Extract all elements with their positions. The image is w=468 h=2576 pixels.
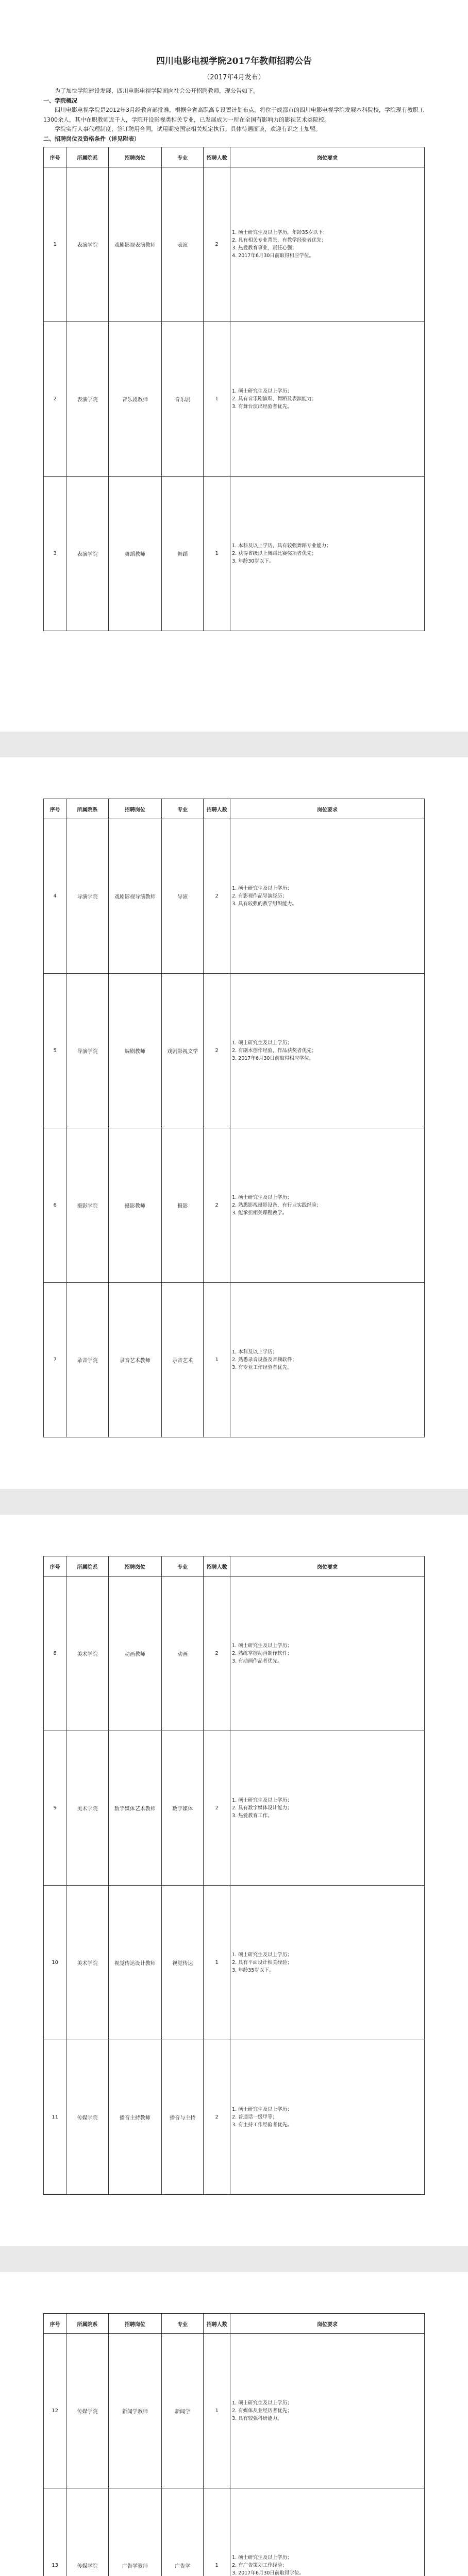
requirement-line: 1. 硕士研究生及以上学历，年龄35岁以下；: [232, 230, 328, 235]
cell-post: 戏剧影视导演教师: [108, 819, 161, 974]
cell-no: 5: [44, 974, 66, 1128]
table-header-row: [44, 2314, 425, 2334]
cell-no: 2: [44, 322, 66, 477]
table-header-cell: 招聘人数: [204, 1556, 230, 1577]
table-header-cell: 序号: [44, 799, 66, 819]
requirement-line: 4. 2017年6月30日前取得相应学位。: [232, 253, 314, 259]
cell-requirements: [230, 1731, 425, 1886]
cell-requirements: [230, 1577, 425, 1731]
requirement-line: 2. 有媒体从业经历者优先；: [232, 2408, 292, 2414]
cell-major: 音乐剧: [162, 322, 204, 477]
requirement-line: 2. 普通话一级甲等；: [232, 2114, 278, 2120]
cell-count: 1: [204, 2488, 230, 2576]
cell-post: 摄影教师: [108, 1128, 161, 1283]
cell-count: 2: [204, 819, 230, 974]
cell-requirements: [230, 2488, 425, 2576]
recruit-table-2: [43, 799, 425, 1437]
requirement-line: 2. 获得省级以上舞蹈比赛奖项者优先；: [232, 550, 317, 556]
cell-count: 1: [204, 322, 230, 477]
cell-post: 编剧教师: [108, 974, 161, 1128]
requirement-line: 3. 2017年6月30日前取得学位。: [232, 2570, 304, 2576]
cell-count: 1: [204, 2334, 230, 2488]
table-header-cell: 岗位要求: [230, 2314, 425, 2334]
table-header-cell: 所属院系: [66, 2314, 108, 2334]
intro-p3: 学院实行人事代理制度，签订聘用合同，试用期按国家相关规定执行。具体待遇面谈，欢迎有识之士加盟。: [55, 126, 321, 132]
cell-post: 录音艺术教师: [108, 1283, 161, 1437]
requirement-line: 1. 硕士研究生及以上学历；: [232, 388, 292, 394]
cell-no: 8: [44, 1577, 66, 1731]
requirement-line: 1. 硕士研究生及以上学历；: [232, 1040, 292, 1046]
cell-count: 2: [204, 1577, 230, 1731]
intro-p1: 为了加快学院建设发展，四川电影电视学院面向社会公开招聘教师，现公告如下。: [55, 88, 259, 94]
cell-requirements: [230, 819, 425, 974]
table-header-cell: 专业: [162, 799, 204, 819]
requirement-line: 3. 有舞台演出经验者优先。: [232, 403, 292, 410]
requirement-line: 2. 熟练掌握动画制作软件；: [232, 1650, 292, 1656]
table-row: [44, 2040, 425, 2195]
cell-count: 2: [204, 1731, 230, 1886]
cell-post: 数字媒体艺术教师: [108, 1731, 161, 1886]
requirement-line: 1. 硕士研究生及以上学历；: [232, 2106, 292, 2112]
cell-no: 7: [44, 1283, 66, 1437]
cell-requirements: [230, 322, 425, 477]
requirement-line: 3. 热爱教育事业，责任心强；: [232, 245, 297, 251]
requirement-line: 3. 能承担相关课程教学。: [232, 1210, 288, 1216]
cell-major: 录音艺术: [162, 1283, 204, 1437]
requirement-line: 3. 具有较强的教学组织能力。: [232, 901, 297, 907]
cell-dept: 美术学院: [66, 1731, 108, 1886]
cell-requirements: [230, 167, 425, 322]
requirement-line: 3. 热爱教育工作。: [232, 1812, 273, 1819]
cell-dept: 美术学院: [66, 1577, 108, 1731]
cell-dept: 美术学院: [66, 1886, 108, 2040]
table-header-cell: 专业: [162, 2314, 204, 2334]
cell-post: 新闻学教师: [108, 2334, 161, 2488]
recruit-table-1: [43, 147, 425, 631]
intro: [43, 87, 425, 144]
requirement-line: 1. 硕士研究生及以上学历；: [232, 2400, 292, 2406]
requirement-line: 1. 硕士研究生及以上学历；: [232, 1194, 292, 1200]
cell-major: 戏剧影视文学: [162, 974, 204, 1128]
table-header-cell: 招聘岗位: [108, 1556, 161, 1577]
cell-requirements: [230, 1128, 425, 1283]
cell-requirements: [230, 2334, 425, 2488]
requirement-line: 2. 具有相关专业背景，有教学经验者优先；: [232, 238, 327, 243]
table-header-cell: 专业: [162, 1556, 204, 1577]
cell-no: 3: [44, 477, 66, 631]
table-row: [44, 1577, 425, 1731]
requirement-line: 3. 有主持工作经验者优先。: [232, 2122, 292, 2128]
requirement-line: 3. 具有较强科研能力。: [232, 2415, 282, 2421]
requirement-line: 1. 硕士研究生及以上学历；: [232, 1797, 292, 1803]
cell-requirements: [230, 1283, 425, 1437]
table-header-cell: 序号: [44, 2314, 66, 2334]
table-header-cell: 招聘岗位: [108, 799, 161, 819]
table-row: [44, 1128, 425, 1283]
requirement-line: 3. 年龄30岁以下。: [232, 558, 274, 564]
cell-dept: 表演学院: [66, 477, 108, 631]
table-header-cell: 招聘岗位: [108, 2314, 161, 2334]
table-row: [44, 1886, 425, 2040]
cell-major: 视觉传达: [162, 1886, 204, 2040]
table-header-cell: 所属院系: [66, 1556, 108, 1577]
cell-major: 播音与主持: [162, 2040, 204, 2195]
cell-no: 11: [44, 2040, 66, 2195]
cell-dept: 传媒学院: [66, 2488, 108, 2576]
table-header-cell: 序号: [44, 1556, 66, 1577]
requirement-line: 3. 有动画作品者优先。: [232, 1658, 282, 1664]
page-subtitle: （2017年4月发布）: [203, 74, 265, 81]
cell-no: 9: [44, 1731, 66, 1886]
page-2: [0, 757, 468, 1489]
cell-no: 1: [44, 167, 66, 322]
table-row: [44, 1283, 425, 1437]
requirement-line: 2. 有剧本创作经验，作品获奖者优先；: [232, 1047, 317, 1054]
table-header-cell: 所属院系: [66, 799, 108, 819]
cell-no: 12: [44, 2334, 66, 2488]
table-header-row: [44, 1556, 425, 1577]
requirement-line: 3. 有专业工作经验者优先。: [232, 1364, 292, 1370]
requirement-line: 1. 本科及以上学历，具有较强舞蹈专业能力；: [232, 543, 331, 549]
requirement-line: 2. 具有数字媒体设计能力；: [232, 1805, 292, 1811]
table-row: [44, 2334, 425, 2488]
requirement-line: 2. 熟悉影视摄影设备，有行业实践经验；: [232, 1202, 322, 1208]
requirement-line: 2. 具有平面设计相关经验；: [232, 1959, 292, 1965]
cell-count: 2: [204, 2040, 230, 2195]
requirement-line: 1. 硕士研究生及以上学历；: [232, 2554, 292, 2561]
page-3: [0, 1515, 468, 2246]
table-row: [44, 477, 425, 631]
page-1: [0, 0, 468, 732]
cell-dept: 导演学院: [66, 974, 108, 1128]
cell-dept: 表演学院: [66, 167, 108, 322]
requirement-line: 2. 有影视作品导演经历；: [232, 893, 288, 899]
cell-major: 动画: [162, 1577, 204, 1731]
requirement-line: 1. 硕士研究生及以上学历；: [232, 1952, 292, 1958]
cell-major: 数字媒体: [162, 1731, 204, 1886]
cell-no: 6: [44, 1128, 66, 1283]
cell-post: 音乐剧教师: [108, 322, 161, 477]
cell-major: 摄影: [162, 1128, 204, 1283]
cell-major: 导演: [162, 819, 204, 974]
intro-p2: 四川电影电视学院是2012年3月经教育部批准，根据全省高职高专设置计划布点，将位于成都市的四川电影电视学院发展本科院校，学院现有教职工1300余人，其中在职教师近千人，学院开设影视类相关专业，已发展成为一所在全国有影响力的影视艺术类院校。: [43, 107, 424, 123]
requirement-line: 3. 2017年6月30日前取得相应学位。: [232, 1055, 314, 1061]
cell-dept: 导演学院: [66, 819, 108, 974]
table-header-cell: 所属院系: [66, 147, 108, 167]
table-header-cell: 招聘岗位: [108, 147, 161, 167]
recruit-table-4: [43, 2313, 425, 2576]
requirement-line: 2. 有广告策划工作经验；: [232, 2562, 288, 2568]
cell-count: 2: [204, 1128, 230, 1283]
cell-major: 表演: [162, 167, 204, 322]
cell-count: 2: [204, 974, 230, 1128]
table-header-cell: 招聘人数: [204, 799, 230, 819]
table-row: [44, 322, 425, 477]
table-header-row: [44, 799, 425, 819]
intro-heading-2: 二、招聘岗位及资格条件（详见附表）: [43, 135, 140, 142]
cell-requirements: [230, 2040, 425, 2195]
requirement-line: 1. 硕士研究生及以上学历；: [232, 1642, 292, 1649]
cell-post: 舞蹈教师: [108, 477, 161, 631]
table-header-row: [44, 147, 425, 167]
recruit-table-3: [43, 1556, 425, 2195]
cell-post: 动画教师: [108, 1577, 161, 1731]
table-row: [44, 167, 425, 322]
table-header-cell: 岗位要求: [230, 1556, 425, 1577]
cell-dept: 表演学院: [66, 322, 108, 477]
requirement-line: 1. 本科及以上学历；: [232, 1349, 278, 1355]
cell-post: 视觉传达设计教师: [108, 1886, 161, 2040]
cell-count: 1: [204, 1886, 230, 2040]
table-header-cell: 岗位要求: [230, 147, 425, 167]
requirement-line: 3. 年龄35岁以下。: [232, 1967, 274, 1973]
table-header-cell: 岗位要求: [230, 799, 425, 819]
cell-post: 戏剧影视表演教师: [108, 167, 161, 322]
cell-dept: 传媒学院: [66, 2334, 108, 2488]
page-4: [0, 2272, 468, 2576]
page-title: 四川电影电视学院2017年教师招聘公告: [156, 56, 312, 66]
cell-major: 新闻学: [162, 2334, 204, 2488]
cell-dept: 录音学院: [66, 1283, 108, 1437]
cell-requirements: [230, 974, 425, 1128]
cell-no: 13: [44, 2488, 66, 2576]
table-header-cell: 序号: [44, 147, 66, 167]
cell-count: 2: [204, 167, 230, 322]
intro-heading-1: 一、学院概况: [43, 97, 77, 104]
cell-no: 4: [44, 819, 66, 974]
requirement-line: 1. 硕士研究生及以上学历；: [232, 885, 292, 891]
table-row: [44, 819, 425, 974]
cell-no: 10: [44, 1886, 66, 2040]
table-row: [44, 2488, 425, 2576]
cell-post: 播音主持教师: [108, 2040, 161, 2195]
table-header-cell: 招聘人数: [204, 2314, 230, 2334]
cell-major: 舞蹈: [162, 477, 204, 631]
table-header-cell: 专业: [162, 147, 204, 167]
requirement-line: 2. 具有音乐剧演唱、舞蹈及表演能力；: [232, 396, 317, 402]
cell-count: 1: [204, 1283, 230, 1437]
requirement-line: 2. 熟悉录音设备及音频软件；: [232, 1357, 297, 1363]
table-row: [44, 974, 425, 1128]
cell-dept: 传媒学院: [66, 2040, 108, 2195]
cell-requirements: [230, 1886, 425, 2040]
table-header-cell: 招聘人数: [204, 147, 230, 167]
cell-major: 广告学: [162, 2488, 204, 2576]
table-row: [44, 1731, 425, 1886]
cell-requirements: [230, 477, 425, 631]
cell-dept: 摄影学院: [66, 1128, 108, 1283]
cell-count: 1: [204, 477, 230, 631]
cell-post: 广告学教师: [108, 2488, 161, 2576]
